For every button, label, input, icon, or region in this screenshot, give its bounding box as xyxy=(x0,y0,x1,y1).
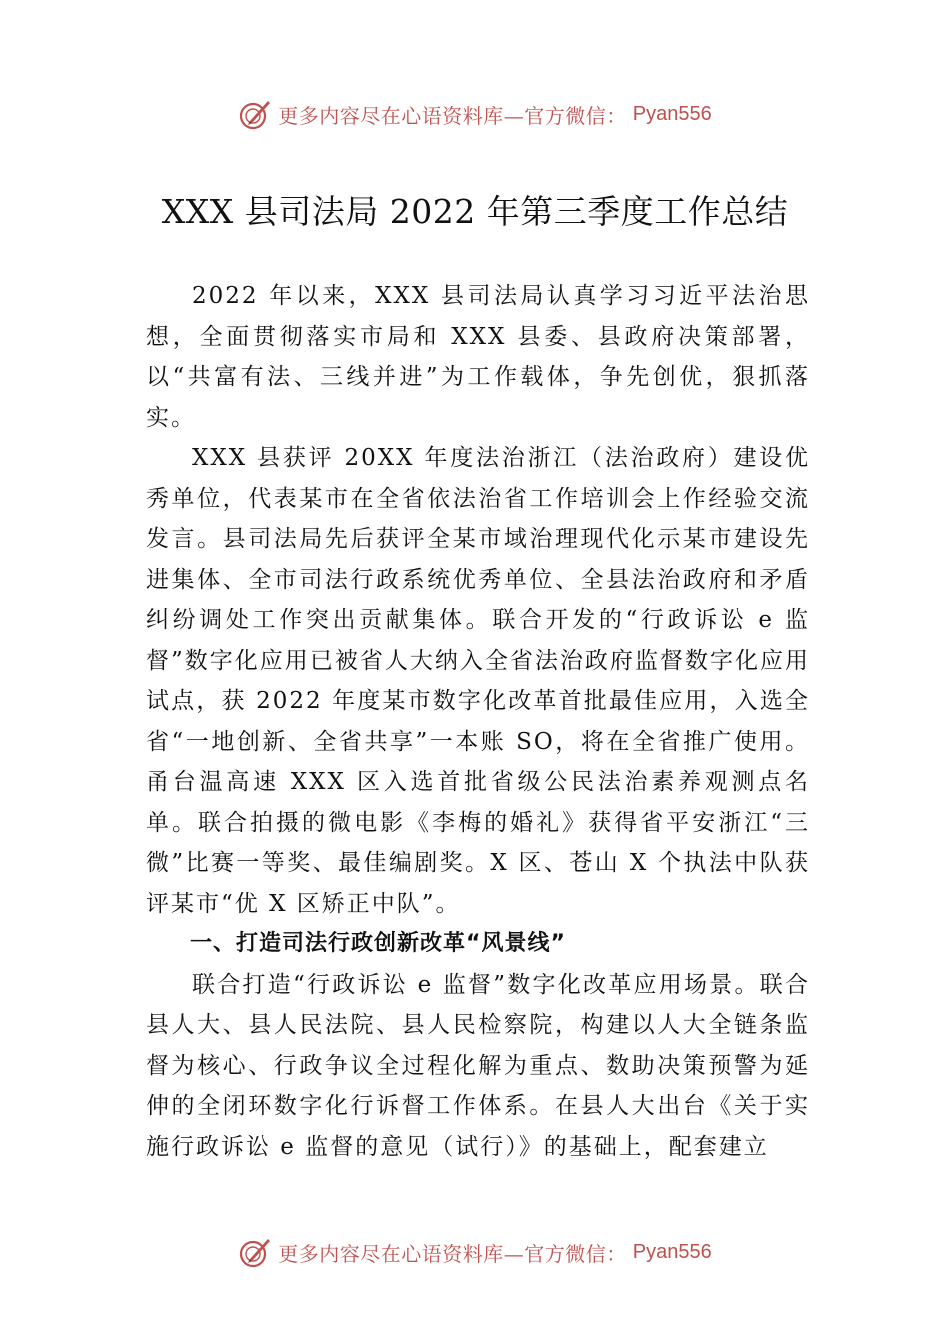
body-paragraph: 联合打造“行政诉讼 e 监督”数字化改革应用场景。联合县人大、县人民法院、县人民检察院，构建以人大全链条监督为核心、行政争议全过程化解为重点、数助决策预警为延伸的全闭环数字化行诉督工作体系。在县人大出台《关于实施行政诉讼 e 监督的意见（试行）》的基础上，配套建立 xyxy=(146,971,810,1160)
watermark-header xyxy=(0,94,950,134)
quill-pen-seal-icon xyxy=(238,1235,272,1269)
watermark-handle: Pyan556 xyxy=(632,1240,712,1263)
section-heading: 一、打造司法行政创新改革“风景线” xyxy=(190,931,566,956)
watermark-text: 更多内容尽在心语资料库—官方微信： xyxy=(278,1241,627,1266)
body-paragraph: XXX 县获评 20XX 年度法治浙江（法治政府）建设优秀单位，代表某市在全省依法治省工作培训会上作经验交流发言。县司法局先后获评全某市域治理现代化示某市建设先进集体、全市司法行政系统优秀单位、全县法治政府和矛盾纠纷调处工作突出贡献集体。联合开发的“行政诉讼 e 监督”数字化应用已被省人大纳入全省法治政府监督数字化应用试点，获 2022 年度某市数字化改革首批最佳应用，入选全省“一地创新、全省共享”一本账 SO，将在全省推广使用。甬台温高速 XXX 区入选首批省级公民法治素养观测点名单。联合拍摄的微电影《李梅的婚礼》获得省平安浙江“三微”比赛一等奖、最佳编剧奖。X 区、苍山 X 个执法中队获评某市“优 X 区矫正中队”。 xyxy=(146,445,810,917)
watermark-handle: Pyan556 xyxy=(632,102,712,125)
body-paragraph: 2022 年以来，XXX 县司法局认真学习习近平法治思想，全面贯彻落实市局和 XXX 县委、县政府决策部署，以“共富有法、三线并进”为工作载体，争先创优，狠抓落实。 xyxy=(146,283,810,431)
quill-pen-seal-icon xyxy=(238,97,272,131)
watermark-text: 更多内容尽在心语资料库—官方微信： xyxy=(278,103,627,128)
watermark-footer xyxy=(0,1232,950,1272)
document-title: XXX 县司法局 2022 年第三季度工作总结 xyxy=(161,192,789,231)
document-body xyxy=(146,276,810,1167)
